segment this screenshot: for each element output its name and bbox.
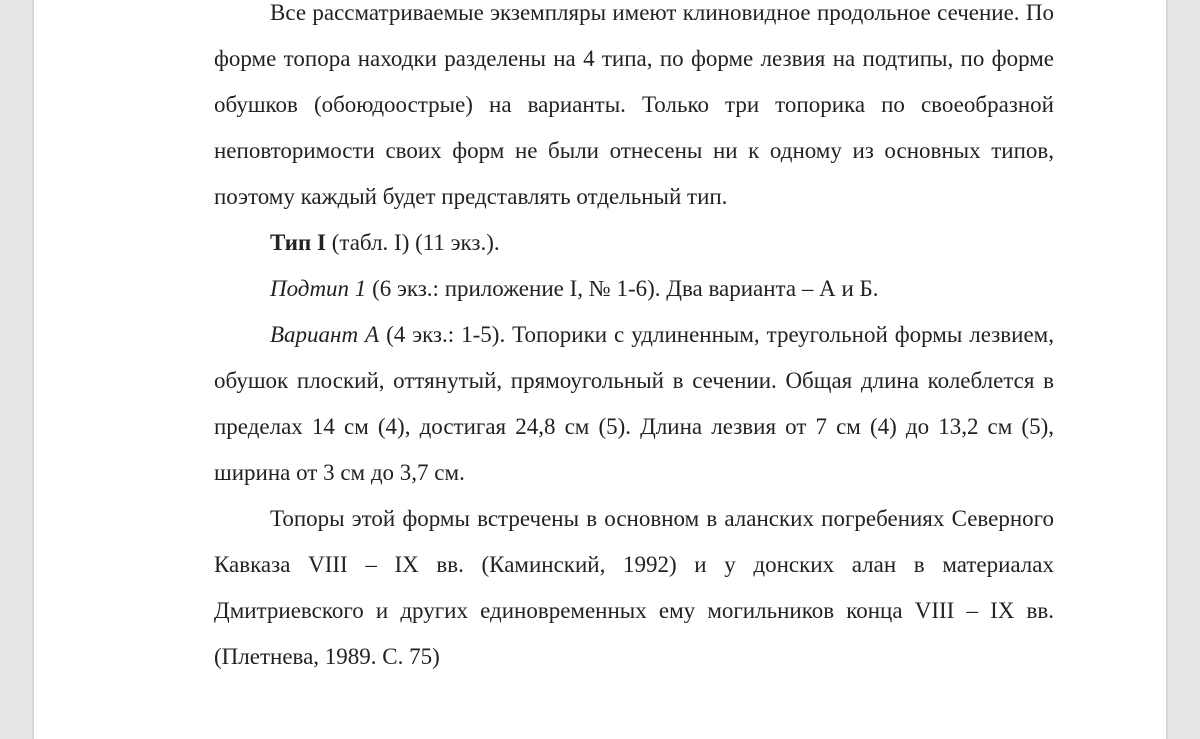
paragraph-variant-a <box>214 312 1054 496</box>
paragraph-subtype-1 <box>214 266 1054 312</box>
paragraph-5: Топоры этой формы встречены в основном в аланских погребениях Северного Кавказа VIII – IX вв. (Каминский, 1992) и у донских алан в материалах Дмитриевского и других единовременных ему могильников конца VIII – IX вв. (Плетнева, 1989. С. 75) <box>214 506 1054 669</box>
paragraph-1: Все рассматриваемые экземпляры имеют клиновидное продольное сечение. По форме топора находки разделены на 4 типа, по форме лезвия на подтипы, по форме обушков (обоюдоострые) на варианты. Только три топорика по своеобразной неповторимости своих форм не были отнесены ни к одному из основных типов, поэтому каждый будет представлять отдельный тип. <box>214 0 1054 209</box>
type-heading: Тип I <box>270 230 326 255</box>
paragraph-type-1 <box>214 220 1054 266</box>
variant-heading: Вариант А <box>270 322 380 347</box>
type-heading-note: (табл. I) (11 экз.). <box>325 230 500 255</box>
variant-description: (4 экз.: 1-5). Топорики с удлиненным, треугольной формы лезвием, обушок плоский, оттянутый, прямоугольный в сечении. Общая длина колеблется в пределах 14 см (4), достигая 24,8 см (5). Длина лезвия от 7 см (4) до 13,2 см (5), ширина от 3 см до 3,7 см. <box>214 322 1054 485</box>
document-page <box>34 0 1166 739</box>
page-text <box>214 0 1054 680</box>
subtype-heading-note: (6 экз.: приложение I, № 1-6). Два варианта – А и Б. <box>366 276 879 301</box>
subtype-heading: Подтип 1 <box>270 276 367 301</box>
